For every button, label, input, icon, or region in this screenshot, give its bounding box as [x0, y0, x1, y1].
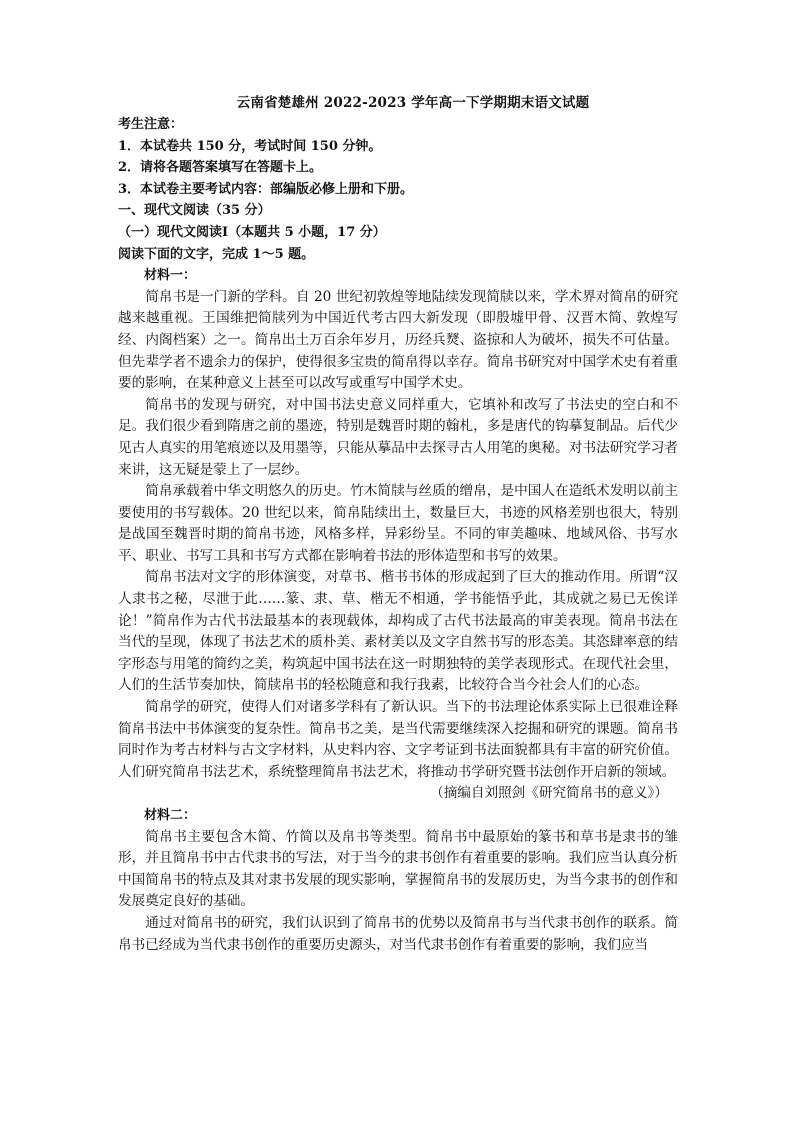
- material-source: （摘编自刘照剑《研究简帛书的意义》）: [430, 785, 668, 802]
- material1-paragraph: 简帛书法对文字的形体演变，对草书、楷书书体的形成起到了巨大的推动作用。所谓“汉人隶书之秘，尽泄于此……篆、隶、草、楷无不相通，学书能悟乎此，其成就之易已无俟详论！”简帛作为古代书法最基本的表现载体，却构成了古代书法最高的审美表现。简帛书法在当代的呈现，体现了书法艺术的质朴美、素材美以及文字自然书写的形态美。其恣肆率意的结字形态与用笔的简约之美，构筑起中国书法在这一时期独特的美学表现形式。在现代社会里，人们的生活节奏加快，简牍帛书的轻松随意和我行我素，比较符合当今社会人们的心态。: [118, 569, 678, 694]
- page-title: 云南省楚雄州 2022-2023 学年高一下学期期末语文试题: [236, 95, 590, 111]
- material2-paragraph: 简帛书主要包含木简、竹简以及帛书等类型。简帛书中最原始的篆书和草书是隶书的雏形，并且简帛书中古代隶书的写法，对于当今的隶书创作有着重要的影响。我们应当认真分析中国简帛书的特点及其对隶书发展的现实影响，掌握简帛书的发展历史，为当今隶书的创作和发展奠定良好的基础。: [118, 828, 678, 910]
- material2-paragraph: 通过对简帛书的研究，我们认识到了简帛书的优势以及简帛书与当代隶书创作的联系。简帛书已经成为当代隶书创作的重要历史源头，对当代隶书创作有着重要的影响，我们应当: [118, 914, 678, 953]
- notice-heading: 考生注意：: [118, 117, 184, 132]
- exam-page: [118, 92, 678, 956]
- material1-paragraph: 简帛承载着中华文明悠久的历史。竹木简牍与丝质的缯帛，是中国人在造纸术发明以前主要使用的书写载体。20 世纪以来，简帛陆续出土，数量巨大，书迹的风格差别也很大，特别是战国至魏晋时期的简帛书迹，风格多样，异彩纷呈。不同的审美趣味、地域风俗、书写水平、职业、书写工具和书写方式都在影响着书法的形体造型和书写的效果。: [118, 483, 678, 564]
- material-label: 材料一：: [144, 268, 197, 284]
- material1-paragraph: 简帛学的研究，使得人们对诸多学科有了新认识。当下的书法理论体系实际上已很难诠释简帛书法中书体演变的复杂性。简帛书之美，是当代需要继续深入挖掘和研究的课题。简帛书同时作为考古材料与古文字材料，从史料内容、文字考证到书法面貌都具有丰富的研究价值。人们研究简帛书法艺术，系统整理简帛书法艺术，将推动书学研究暨书法创作开启新的领域。: [118, 699, 678, 780]
- reading-instruction: 阅读下面的文字，完成 1～5 题。: [118, 246, 315, 262]
- material1-paragraph: 简帛书的发现与研究，对中国书法史意义同样重大，它填补和改写了书法史的空白和不足。我们很少看到隋唐之前的墨迹，特别是魏晋时期的翰札，多是唐代的钩摹复制品。后代少见古人真实的用笔痕迹以及用墨等，只能从摹品中去探寻古人用笔的奥秘。对书法研究学习者来讲，这无疑是蒙上了一层纱。: [118, 396, 678, 478]
- section-heading: 一、现代文阅读（35 分）: [118, 203, 271, 219]
- sub-section-heading: （一）现代文阅读Ⅰ（本题共 5 小题，17 分）: [118, 224, 386, 240]
- notice-item: 3．本试卷主要考试内容：部编版必修上册和下册。: [118, 181, 414, 197]
- material-label: 材料二：: [144, 808, 197, 823]
- material1-paragraph: 简帛书是一门新的学科。自 20 世纪初敦煌等地陆续发现简牍以来，学术界对简帛的研究越来越重视。王国维把简牍列为中国近代考古四大新发现（即殷墟甲骨、汉晋木简、敦煌写经、内阁档案）之一。简帛出土万百余年岁月，历经兵燹、盗掠和人为破坏，损失不可估量。但先辈学者不遗余力的保护，使得很多宝贵的简帛得以幸存。简帛书研究对中国学术史有着重要的影响，在某种意义上甚至可以改写或重写中国学术史。: [118, 288, 678, 392]
- notice-item: 1．本试卷共 150 分，考试时间 150 分钟。: [118, 138, 382, 154]
- notice-item: 2．请将各题答案填写在答题卡上。: [118, 160, 323, 176]
